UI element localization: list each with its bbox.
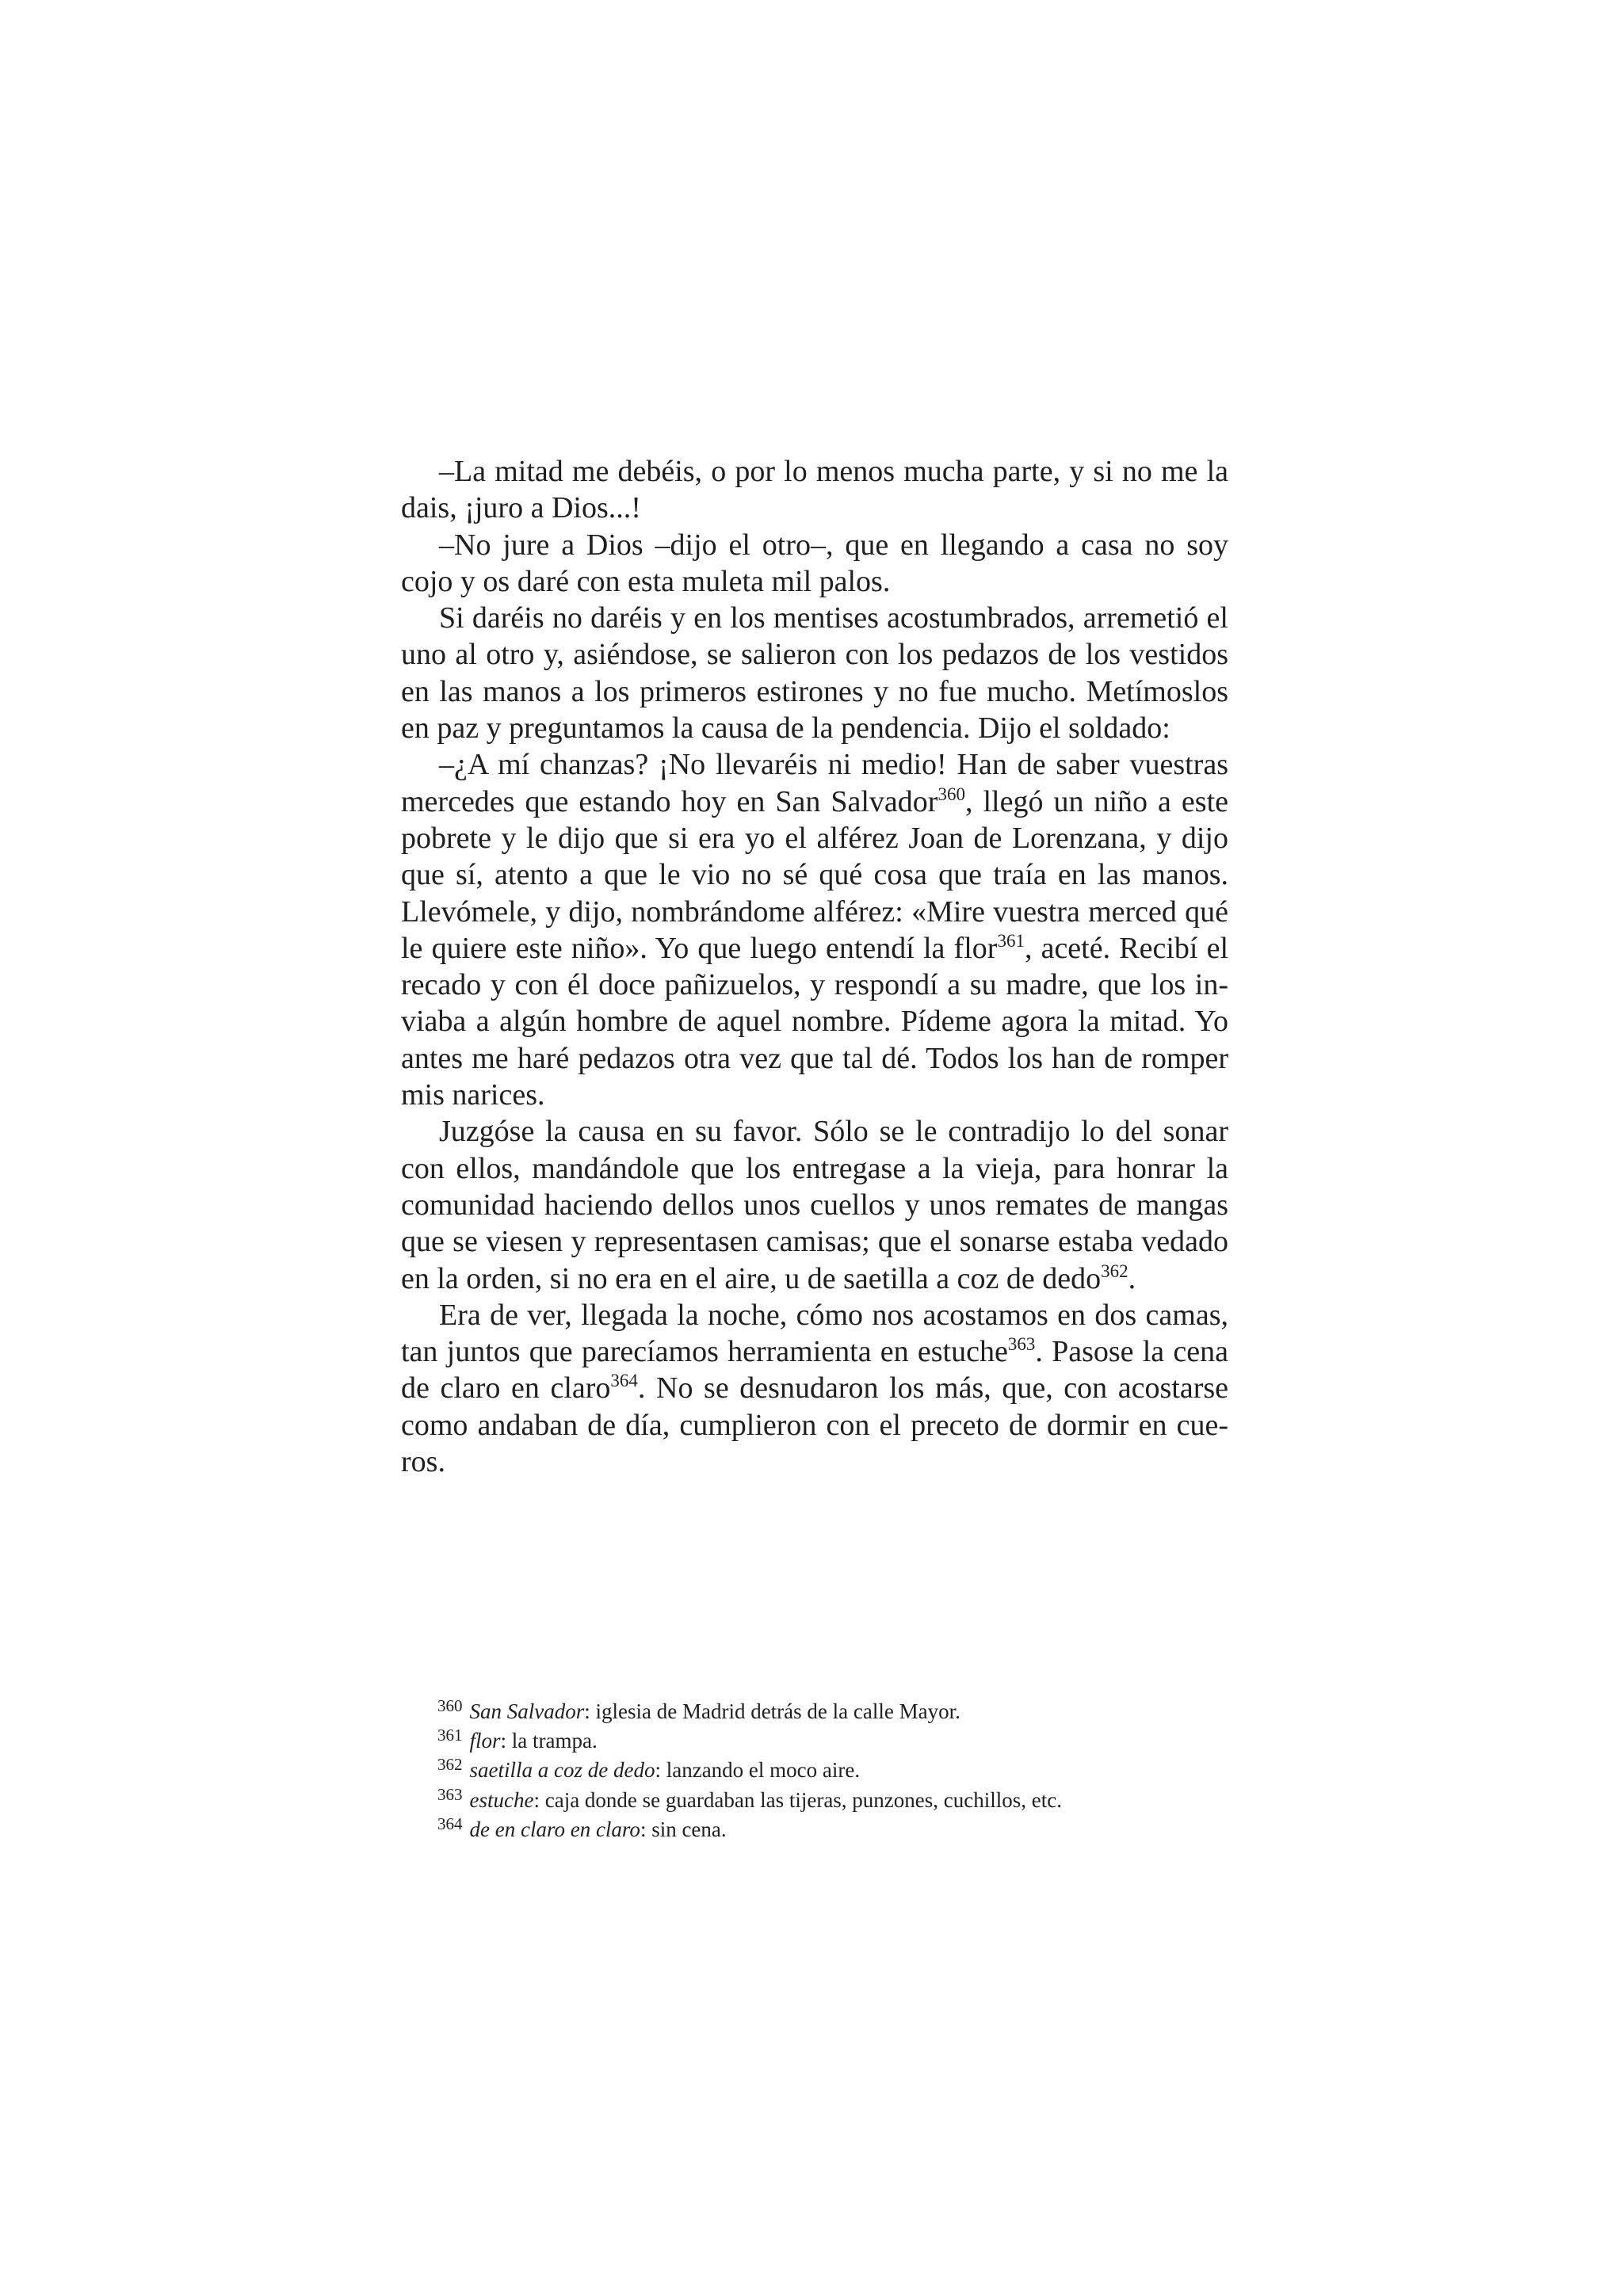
paragraph bbox=[401, 453, 1228, 527]
text-run: . bbox=[1128, 1261, 1136, 1295]
footnote-definition: : sin cena. bbox=[640, 1817, 727, 1841]
footnote-term: San Salvador bbox=[469, 1699, 585, 1723]
text-run: Juzgóse la causa en su favor. Sólo se le contradijo lo del sonar con ellos, mandándole que los entregase a la vieja, para honrar la comunidad haciendo dellos unos cuellos y unos remates de mangas que se viesen y representasen camisas; que el sonarse estaba vedado en la orden, si no era en el aire, u de saetilla a coz de dedo bbox=[401, 1115, 1228, 1295]
text-run: , llegó un niño a este pobrete y le dijo que si era yo el alférez Joan de Lorenzana, y dijo que sí, atento a que le vio no sé qué cosa que traía en las manos. Llevómele, y dijo, nombrándome alférez: «Mire vuestra merced qué le quiere este niño». Yo que luego entendí la flor bbox=[401, 784, 1229, 965]
footnote-term: de en claro en claro bbox=[469, 1817, 640, 1841]
footnotes bbox=[437, 1697, 1230, 1844]
paragraph bbox=[401, 527, 1228, 601]
footnote-term: saetilla a coz de dedo bbox=[469, 1758, 655, 1783]
footnote-term: flor bbox=[469, 1729, 501, 1753]
text-run: , aceté. Recibí el recado y con él doce pañizuelos, y respondí a su madre, que los inviaba a algún hombre de aquel nombre. Pídeme agora la mitad. Yo antes me haré pedazos otra vez que tal dé. Todos los han de romper mis narices. bbox=[401, 931, 1228, 1112]
text-run: . No se desnudaron los más, que, con acostarse como andaban de día, cumplieron con el preceto de dormir en cueros. bbox=[401, 1371, 1228, 1479]
paragraph bbox=[401, 1297, 1228, 1480]
footnote-marker: 360 bbox=[938, 784, 965, 804]
footnote-definition: : iglesia de Madrid detrás de la calle Mayor. bbox=[584, 1699, 960, 1723]
footnote: 363 estuche: caja donde se guardaban las tijeras, punzones, cuchillos, etc. bbox=[437, 1784, 1062, 1812]
footnote: 364 de en claro en claro: sin cena. bbox=[437, 1814, 727, 1841]
paragraph bbox=[401, 600, 1228, 746]
footnote-definition: : la trampa. bbox=[500, 1729, 598, 1753]
footnote-marker: 362 bbox=[1101, 1261, 1128, 1281]
text-run: –La mitad me debéis, o por lo menos mucha parte, y si no me la dais, ¡juro a Dios...! bbox=[401, 455, 1228, 525]
footnote-term: estuche bbox=[469, 1787, 534, 1812]
text-run: –¿A mí chanzas? ¡No llevaréis ni medio! Han de saber vuestras mercedes que estando hoy en San Salvador bbox=[401, 748, 1228, 818]
footnote: 362 saetilla a coz de dedo: lanzando el moco aire. bbox=[437, 1755, 861, 1783]
text-run: –No jure a Dios –dijo el otro–, que en llegando a casa no soy cojo y os daré con esta muleta mil palos. bbox=[401, 528, 1228, 598]
text-run: . Pasose la cena de claro en claro bbox=[401, 1335, 1228, 1405]
paragraph bbox=[401, 1113, 1228, 1296]
footnote-definition: : lanzando el moco aire. bbox=[655, 1758, 861, 1783]
paragraph bbox=[401, 746, 1228, 1113]
footnote-marker: 361 bbox=[997, 930, 1025, 951]
text-run: Si daréis no daréis y en los mentises acostumbrados, arremetió el uno al otro y, asiéndose, se salieron con los pedazos de los vestidos en las manos a los primeros estirones y no fue mucho. Metímoslos en paz y preguntamos la causa de la pendencia. Dijo el soldado: bbox=[401, 601, 1228, 746]
footnote: 360 San Salvador: iglesia de Madrid detrás de la calle Mayor. bbox=[437, 1696, 960, 1723]
footnote-definition: : caja donde se guardaban las tijeras, punzones, cuchillos, etc. bbox=[533, 1787, 1062, 1812]
text-run: Era de ver, llegada la noche, cómo nos acostamos en dos camas, tan juntos que parecíamos herramienta en estuche bbox=[401, 1298, 1228, 1369]
footnote-marker: 364 bbox=[610, 1371, 638, 1391]
body-text bbox=[401, 453, 1228, 1480]
footnote-marker: 363 bbox=[1007, 1334, 1036, 1355]
footnote: 361 flor: la trampa. bbox=[437, 1726, 598, 1753]
